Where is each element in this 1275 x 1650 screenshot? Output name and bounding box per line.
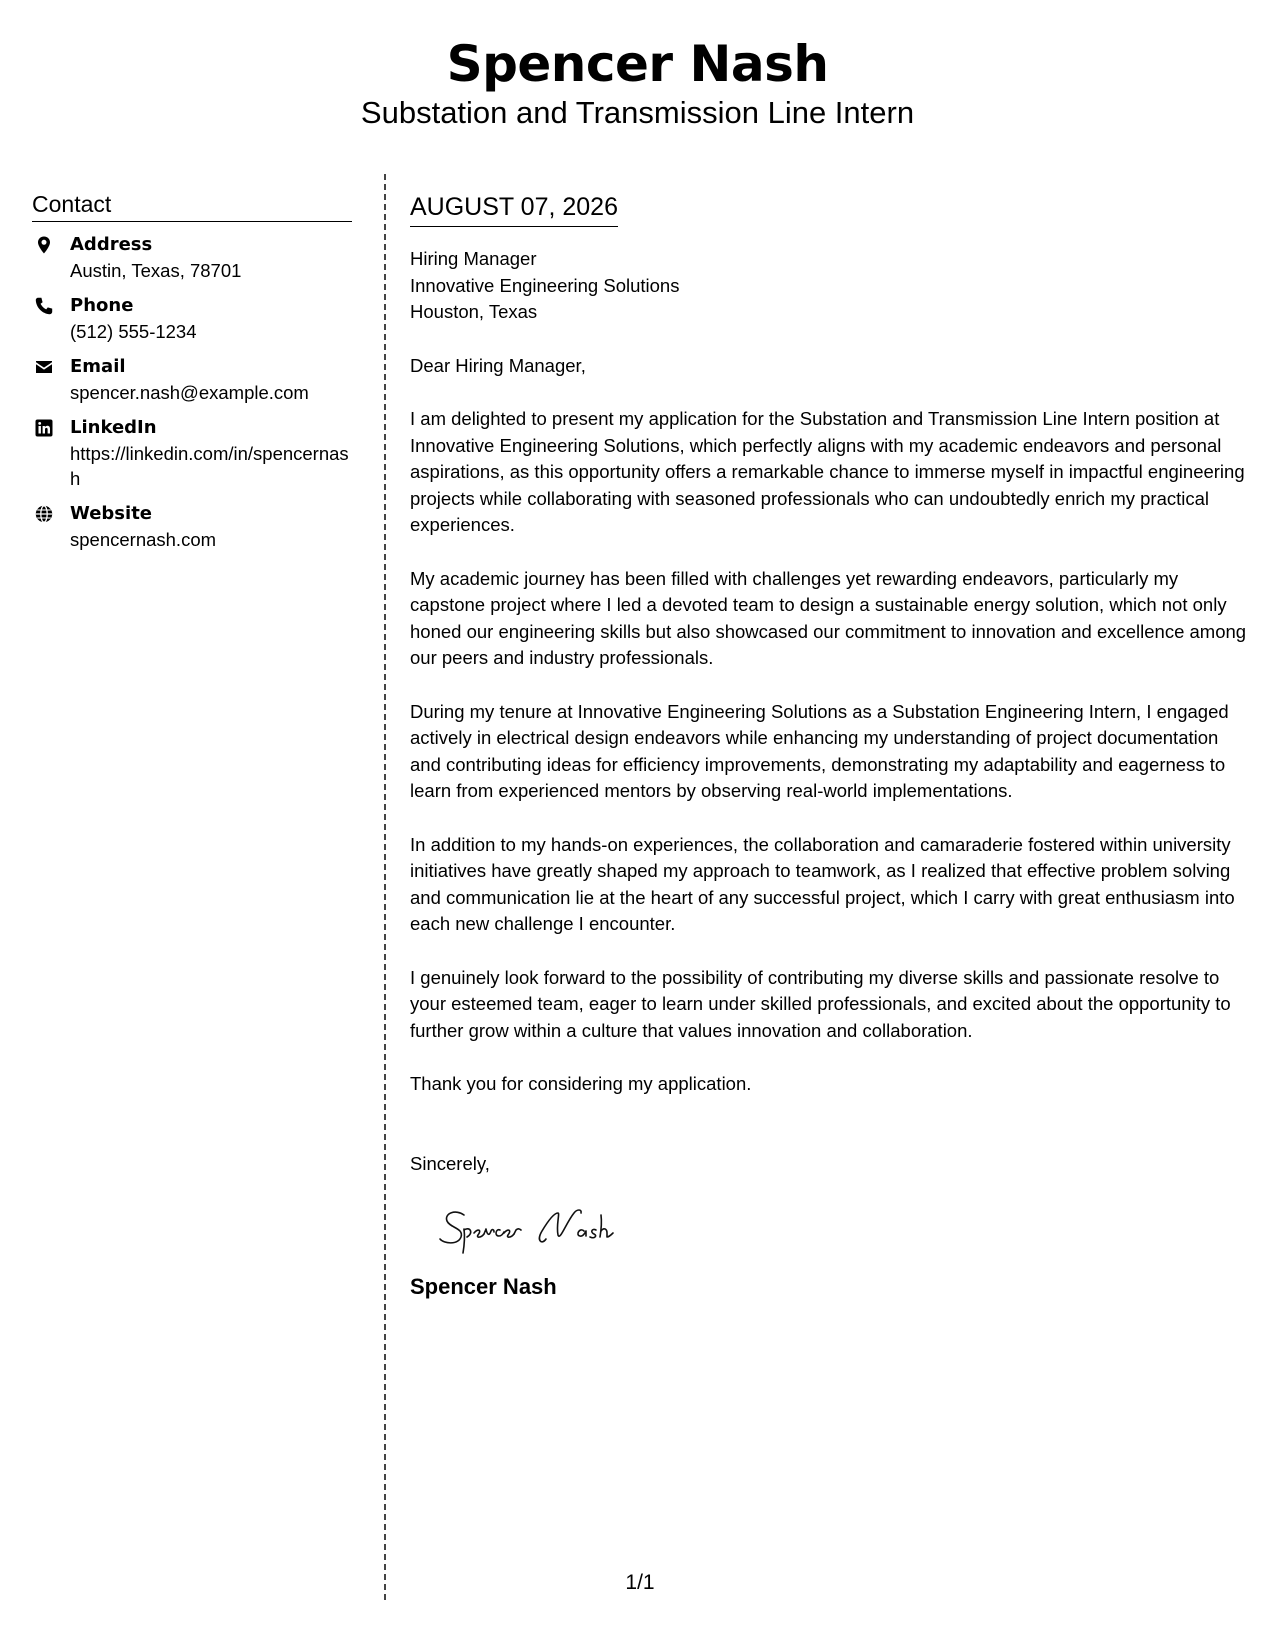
address-value: Austin, Texas, 78701	[70, 260, 242, 281]
job-title: Substation and Transmission Line Intern	[360, 95, 915, 130]
linkedin-label: LinkedIn	[70, 417, 157, 438]
signed-name: Spencer Nash	[410, 1274, 557, 1299]
recipient-name: Hiring Manager	[410, 248, 537, 269]
envelope-icon	[34, 357, 54, 377]
applicant-name: Spencer Nash	[446, 35, 829, 93]
closing: Sincerely,	[410, 1152, 490, 1174]
linkedin-value[interactable]: https://linkedin.com/in/spencernash	[70, 443, 349, 489]
letter-date: AUGUST 07, 2026	[410, 192, 618, 227]
email-value[interactable]: spencer.nash@example.com	[70, 382, 309, 403]
contact-item-linkedin	[32, 415, 352, 491]
recipient-company: Innovative Engineering Solutions	[410, 274, 680, 296]
body-paragraph: In addition to my hands-on experiences, the collaboration and camaraderie fostered within university initiatives have greatly shaped my approach to teamwork, as I realized that effective problem solving and communication lie at the heart of any successful project, which I carry with great enthusiasm into each new challenge I encounter.	[410, 833, 1235, 934]
body-paragraph: My academic journey has been filled with challenges yet rewarding endeavors, particularly my capstone project where I led a devoted team to design a sustainable energy solution, which not only honed our engineering skills but also showcased our commitment to innovation and excellence among our peers and industry professionals.	[410, 567, 1247, 668]
linkedin-icon	[34, 418, 54, 438]
body-paragraph: During my tenure at Innovative Engineering Solutions as a Substation Engineering Intern, I engaged actively in electrical design endeavors while enhancing my understanding of project documentation and contributing ideas for efficiency improvements, demonstrating my adaptability and eagerness to learn from experienced mentors by observing real-world implementations.	[410, 700, 1229, 801]
closing-thanks: Thank you for considering my application.	[410, 1073, 752, 1094]
contact-item-address	[32, 232, 352, 283]
website-value[interactable]: spencernash.com	[70, 529, 217, 550]
salutation: Dear Hiring Manager,	[410, 354, 586, 376]
address-label: Address	[70, 234, 153, 255]
page-number: 1/1	[625, 1571, 655, 1594]
website-label: Website	[70, 503, 153, 524]
contact-heading: Contact	[32, 190, 352, 222]
header	[0, 34, 1275, 131]
recipient-block	[410, 246, 1250, 326]
contact-sidebar	[32, 190, 352, 562]
recipient-location: Houston, Texas	[410, 301, 538, 322]
email-label: Email	[70, 356, 126, 377]
phone-label: Phone	[70, 295, 134, 316]
phone-value: (512) 555-1234	[70, 321, 197, 342]
map-pin-icon	[34, 235, 54, 255]
contact-item-website	[32, 501, 352, 552]
contact-item-phone	[32, 293, 352, 344]
handwritten-signature	[434, 1199, 674, 1259]
globe-icon	[34, 504, 54, 524]
phone-icon	[34, 296, 54, 316]
body-paragraph: I genuinely look forward to the possibility of contributing my diverse skills and passionate resolve to your esteemed team, eager to learn under skilled professionals, and excited about the opportunity to further grow within a culture that values innovation and collaboration.	[410, 966, 1231, 1041]
body-paragraph: I am delighted to present my application for the Substation and Transmission Line Intern position at Innovative Engineering Solutions, which perfectly aligns with my academic endeavors and personal aspirations, as this opportunity offers a remarkable chance to immerse myself in impactful engineering projects while collaborating with seasoned professionals who can undoubtedly enrich my practical experiences.	[410, 408, 1245, 535]
letter-body	[410, 192, 1250, 1301]
contact-item-email	[32, 354, 352, 405]
column-divider	[384, 174, 386, 1600]
